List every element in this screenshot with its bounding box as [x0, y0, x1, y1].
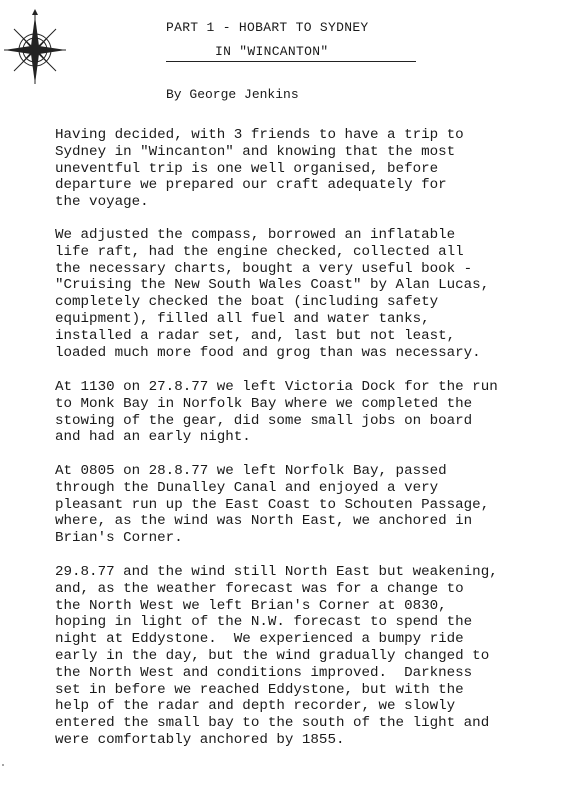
- paragraph-dunalley-canal: At 0805 on 28.8.77 we left Norfolk Bay, passed through the Dunalley Canal and enjoyed a very pleasant run up the East Coast to Schouten Passage, where, as the wind was North East, we anchored in Brian's Corner.: [55, 463, 490, 547]
- title-underline: [166, 61, 416, 62]
- paragraph-departure: At 1130 on 27.8.77 we left Victoria Dock for the run to Monk Bay in Norfolk Bay where we completed the stowing of the gear, did some small jobs on board and had an early night.: [55, 379, 498, 446]
- paragraph-preparation: Having decided, with 3 friends to have a trip to Sydney in "Wincanton" and knowing that the most uneventful trip is one well organised, before departure we prepared our craft adequately for the voyage.: [55, 127, 464, 211]
- author-byline: By George Jenkins: [166, 87, 299, 102]
- document-title: PART 1 - HOBART TO SYDNEY: [166, 20, 369, 35]
- paragraph-eddystone: 29.8.77 and the wind still North East but weakening, and, as the weather forecast was for a change to the North West we left Brian's Corner at 0830, hoping in light of the N.W. forecast to spend the night at Eddystone. We experienced a bumpy ride early in the day, but the wind gradually changed to the North West and conditions improved. Darkness set in before we reached Eddystone, but with the help of the radar and depth recorder, we slowly entered the small bay to the south of the light and were comfortably anchored by 1855.: [55, 564, 498, 748]
- document-subtitle: IN "WINCANTON": [215, 44, 329, 59]
- compass-rose-icon: [2, 8, 70, 86]
- paragraph-equipment: We adjusted the compass, borrowed an inflatable life raft, had the engine checked, collected all the necessary charts, bought a very useful book - "Cruising the New South Wales Coast" by Alan Lucas, completely checked the boat (including safety equipment), filled all fuel and water tanks, installed a radar set, and, last but not least, loaded much more food and grog than was necessary.: [55, 227, 490, 361]
- scan-speck: [2, 764, 4, 766]
